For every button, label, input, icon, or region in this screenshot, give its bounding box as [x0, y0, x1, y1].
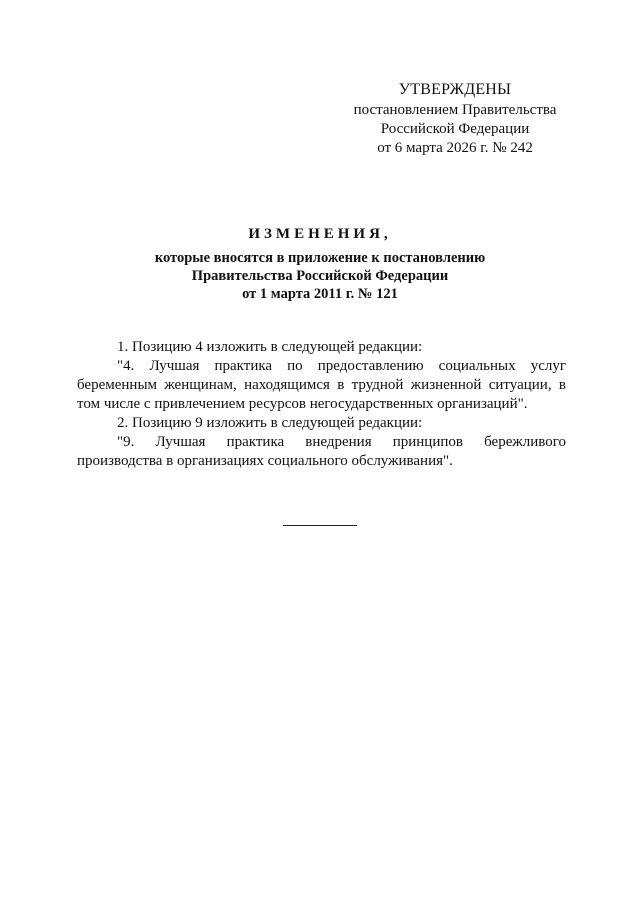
approval-stamp: УТВЕРЖДЕНЫ: [398, 81, 512, 98]
title-line-3: от 1 марта 2011 г. № 121: [242, 286, 398, 302]
item-1-text: "4. Лучшая практика по предоставлению социальных услуг беременным женщинам, находящимся в трудной жизненной ситуации, в том числе с привлечением ресурсов негосударственных организаций".: [77, 358, 566, 412]
end-divider: [283, 525, 357, 526]
approval-block: [330, 80, 580, 158]
document-body: [77, 338, 566, 471]
document-heading: ИЗМЕНЕНИЯ,: [248, 226, 392, 242]
title-line-2: Правительства Российской Федерации: [191, 268, 449, 284]
approval-line-1: постановлением Правительства: [353, 102, 557, 118]
approval-line-2: Российской Федерации: [380, 121, 530, 137]
title-line-1: которые вносятся в приложение к постановлению: [154, 250, 486, 266]
item-1-intro: 1. Позицию 4 изложить в следующей редакции:: [117, 339, 423, 355]
item-2-intro: 2. Позицию 9 изложить в следующей редакции:: [117, 415, 423, 431]
approval-line-3: от 6 марта 2026 г. № 242: [377, 140, 533, 156]
title-block: [80, 226, 560, 303]
item-2-text: "9. Лучшая практика внедрения принципов бережливого производства в организациях социального обслуживания".: [77, 434, 566, 469]
